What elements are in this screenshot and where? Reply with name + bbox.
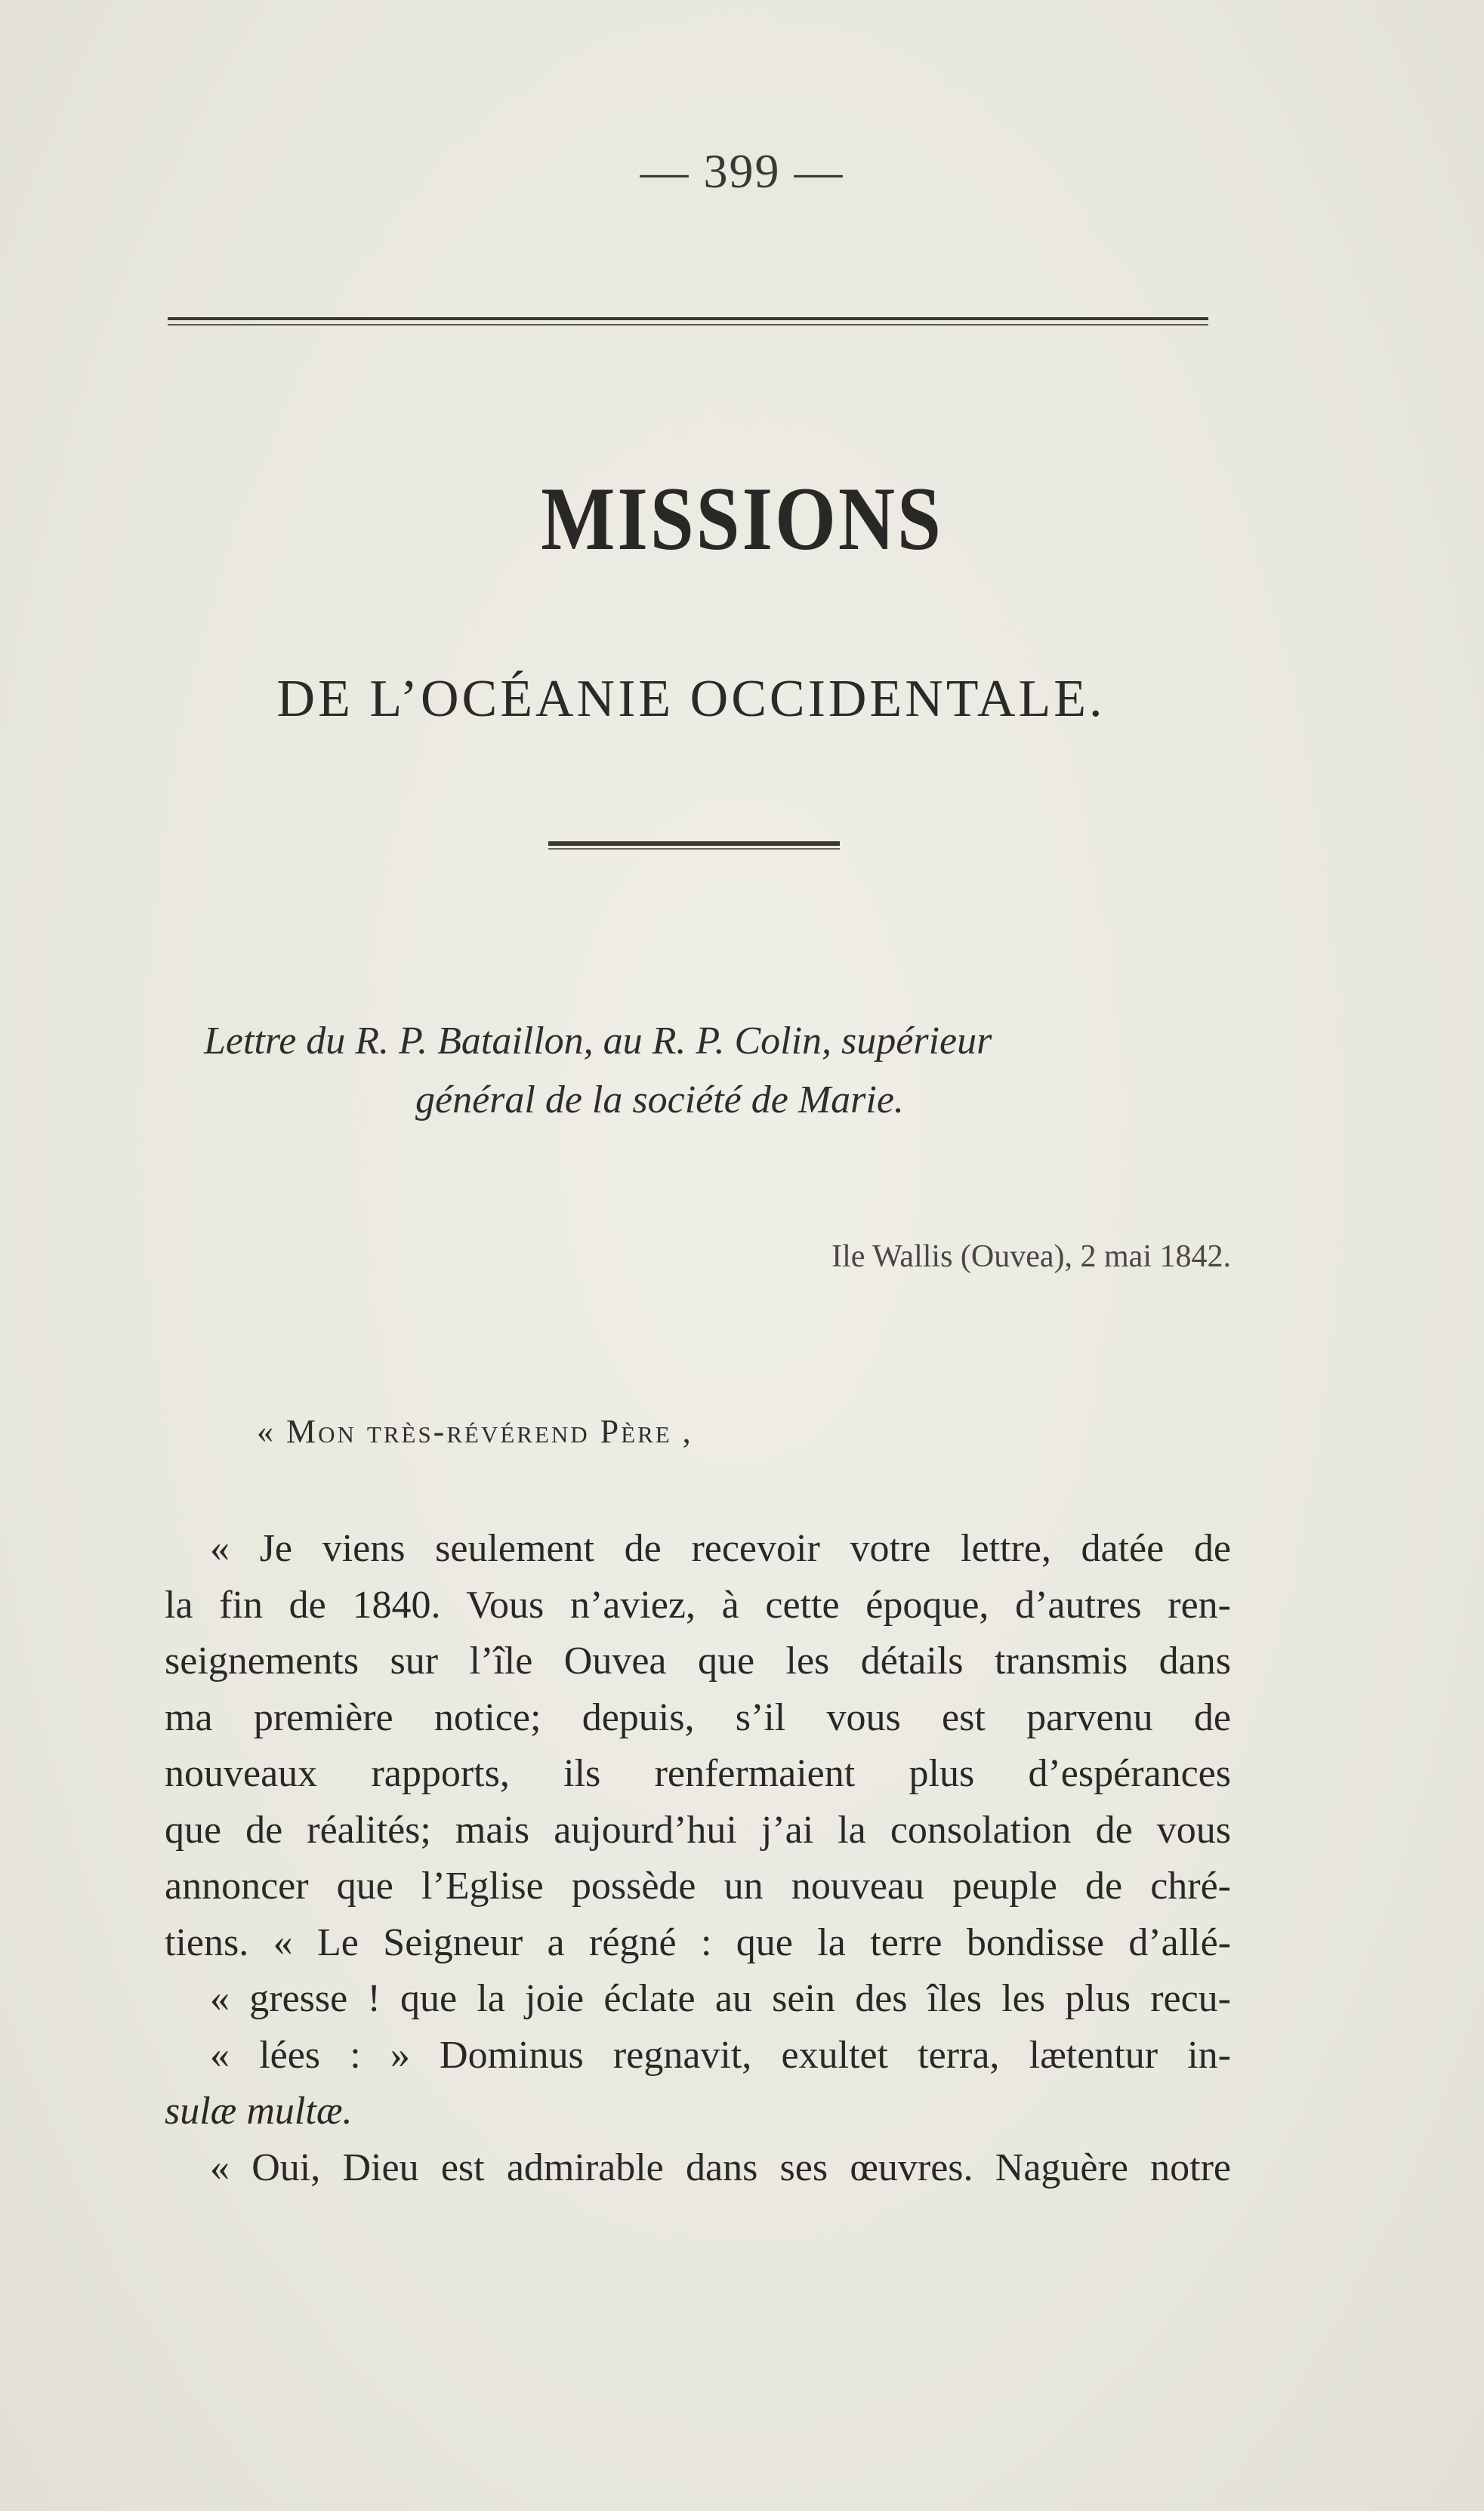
title-divider-rule xyxy=(548,841,840,846)
section-subtitle: DE L’OCÉANIE OCCIDENTALE. xyxy=(276,670,1106,728)
letter-heading xyxy=(204,1012,1261,1130)
body-line: seignements sur l’île Ouvea que les détails transmis dans xyxy=(165,1640,1231,1683)
body-line: « gresse ! que la joie éclate au sein des îles les plus recu- xyxy=(210,1977,1231,2020)
body-text xyxy=(165,1521,1231,2196)
body-line: sulæ multæ. xyxy=(165,2090,353,2133)
body-line: « lées : » Dominus regnavit, exultet terra, lætentur in- xyxy=(210,2033,1231,2077)
letter-heading-line-2: général de la société de Marie. xyxy=(415,1078,904,1121)
rule-thin-line xyxy=(168,324,1208,325)
body-line: nouveaux rapports, ils renfermaient plus d’espérances xyxy=(165,1752,1231,1795)
page-number: — 399 — xyxy=(640,144,844,198)
header-double-rule xyxy=(168,317,1208,328)
body-line: tiens. « Le Seigneur a régné : que la terre bondisse d’allé- xyxy=(165,1920,1231,1964)
letter-salutation: « Mon très-révérend Père , xyxy=(257,1413,693,1450)
rule-thick-line xyxy=(168,317,1208,320)
body-line: annoncer que l’Eglise possède un nouveau peuple de chré- xyxy=(165,1865,1231,1908)
letter-heading-line-1: Lettre du R. P. Bataillon, au R. P. Colin, supérieur xyxy=(204,1020,992,1063)
letter-dateline: Ile Wallis (Ouvea), 2 mai 1842. xyxy=(831,1239,1231,1274)
body-line: ma première notice; depuis, s’il vous est parvenu de xyxy=(165,1695,1231,1739)
body-line: la fin de 1840. Vous n’aviez, à cette époque, d’autres ren- xyxy=(165,1583,1231,1627)
body-line: « Je viens seulement de recevoir votre lettre, datée de xyxy=(210,1527,1231,1570)
section-title: MISSIONS xyxy=(541,469,943,569)
body-line: que de réalités; mais aujourd’hui j’ai la consolation de vous xyxy=(165,1808,1231,1852)
body-line: « Oui, Dieu est admirable dans ses œuvres. Naguère notre xyxy=(210,2145,1231,2189)
